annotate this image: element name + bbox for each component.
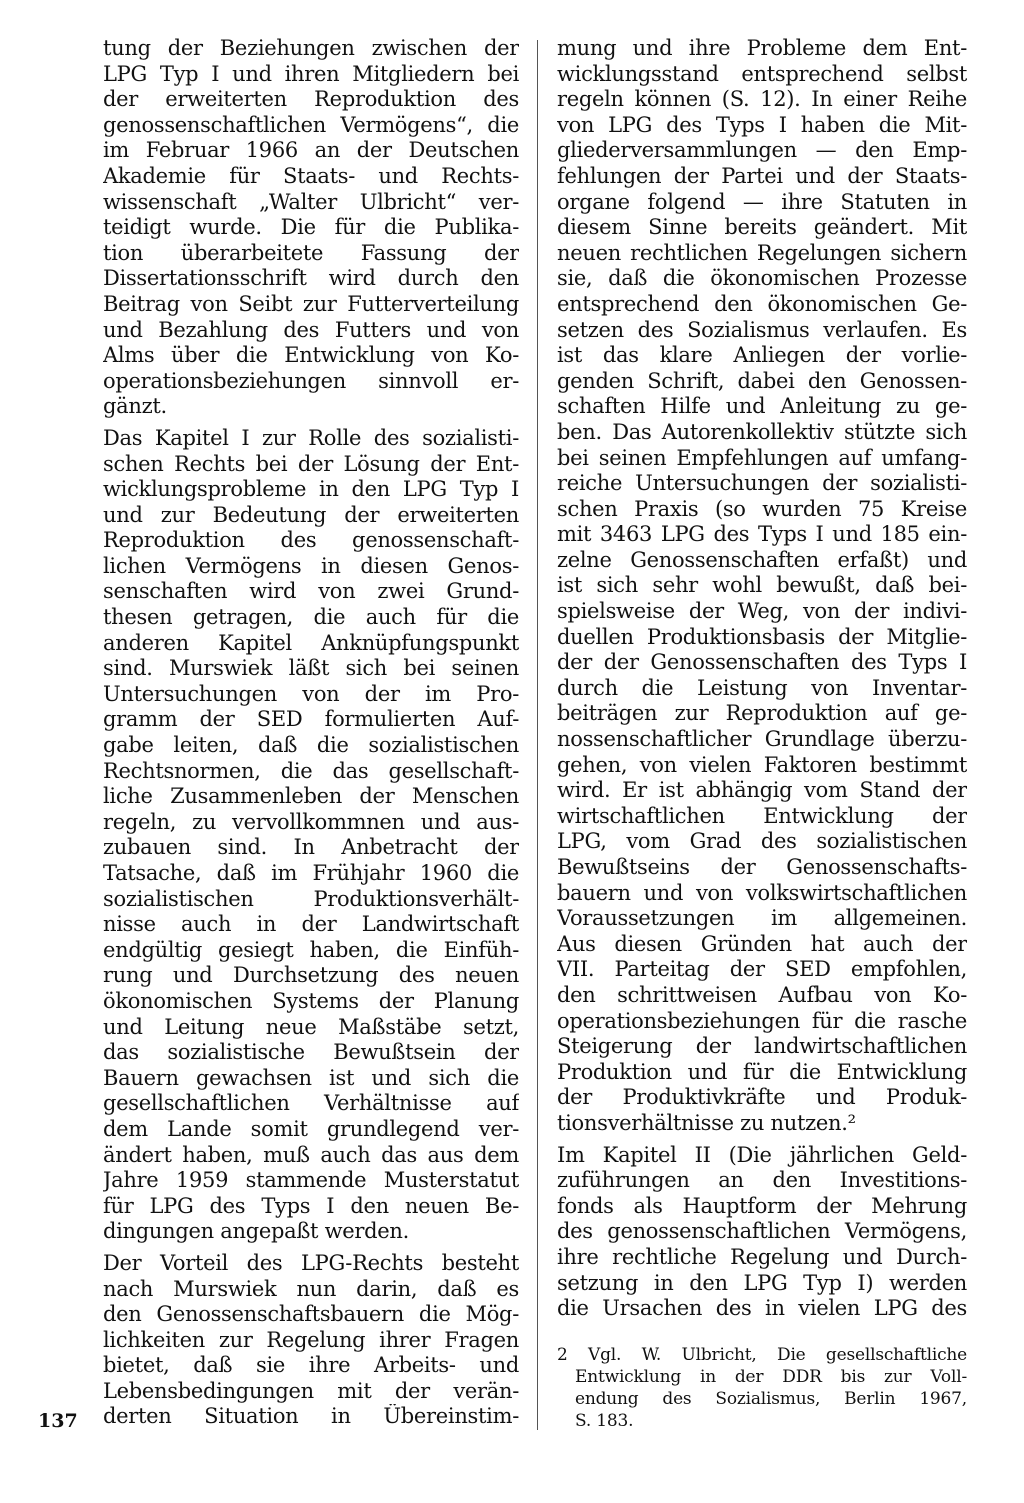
text-line: wicklungsprobleme in den LPG Typ I (103, 477, 519, 502)
text-line: lichen Vermögens in diesen Genos- (103, 553, 519, 578)
text-line: wird. Er ist abhängig vom Stand der (557, 778, 967, 803)
text-line: sie, daß die ökonomischen Prozesse (557, 266, 967, 291)
text-line: Bewußtseins der Genossenschafts- (557, 855, 967, 879)
text-line: ist das klare Anliegen der vorlie- (557, 343, 967, 368)
text-line: der der Genossenschaften des Typs I (557, 650, 967, 675)
text-line: zuführungen an den Investitions- (557, 1168, 967, 1193)
paragraph (557, 36, 967, 1137)
text-line: fehlungen der Partei und der Staats- (557, 163, 967, 188)
column-divider (537, 40, 538, 1430)
text-line: Reproduktion des genossenschaft- (103, 528, 519, 553)
text-line: Akademie für Staats- und Rechts- (103, 163, 519, 188)
text-line: Untersuchungen von der im Pro- (103, 681, 519, 706)
text-line: LPG, vom Grad des sozialistischen (557, 829, 967, 854)
text-line: Alms über die Entwicklung von Ko- (103, 343, 519, 368)
text-line: liche Zusammenleben der Menschen (103, 784, 519, 809)
text-line: Beitrag von Seibt zur Futterverteilung (103, 291, 519, 316)
right-text-column (557, 36, 967, 1322)
text-line: genossenschaftlichen Vermögens“, die (103, 112, 519, 137)
text-line: bietet, daß sie ihre Arbeits- und (103, 1353, 519, 1378)
text-line: Im Kapitel II (Die jährlichen Geld- (557, 1142, 967, 1167)
footnote-line: 2 Vgl. W. Ulbricht, Die gesellschaftliche (557, 1345, 967, 1365)
text-line: regeln können (S. 12). In einer Reihe (557, 87, 967, 112)
text-line: teidigt wurde. Die für die Publika- (103, 215, 519, 240)
footnote (557, 1344, 967, 1432)
text-line: Tatsache, daß im Frühjahr 1960 die (103, 861, 519, 885)
text-line: lichkeiten zur Regelung ihrer Fragen (103, 1327, 519, 1352)
text-line: ihre rechtliche Regelung und Durch- (557, 1244, 967, 1269)
text-line: Bauern gewachsen ist und sich die (103, 1065, 519, 1090)
text-line: mung und ihre Probleme dem Ent- (557, 36, 967, 60)
text-line: gesellschaftlichen Verhältnisse auf (103, 1091, 519, 1116)
text-line: gänzt. (103, 394, 167, 419)
text-line: wirtschaftlichen Entwicklung der (557, 803, 967, 828)
footnote-line: endung des Sozialismus, Berlin 1967, (575, 1389, 967, 1409)
text-line: endgültig gesiegt haben, die Einfüh- (103, 937, 519, 962)
text-line: derten Situation in Übereinstim- (103, 1404, 519, 1429)
text-line: dingungen angepaßt werden. (103, 1219, 409, 1244)
text-line: nach Murswiek nun darin, daß es (103, 1276, 519, 1301)
paragraph (103, 426, 519, 1245)
text-line: für LPG des Typs I den neuen Be- (103, 1193, 519, 1218)
paragraph (103, 1251, 519, 1430)
text-line: Der Vorteil des LPG-Rechts besteht (103, 1250, 519, 1275)
footnote-line: S. 183. (575, 1411, 634, 1431)
text-line: bei seinen Empfehlungen auf umfang- (557, 445, 967, 470)
text-line: schen Rechts bei der Lösung der Ent- (103, 451, 519, 476)
text-line: diesem Sinne bereits geändert. Mit (557, 215, 967, 240)
text-line: und Bezahlung des Futters und von (103, 317, 519, 342)
text-line: Produktion und für die Entwicklung (557, 1059, 967, 1084)
text-line: den schrittweisen Aufbau von Ko- (557, 982, 967, 1007)
text-line: LPG Typ I und ihren Mitgliedern bei (103, 61, 519, 86)
text-line: von LPG des Typs I haben die Mit- (557, 112, 967, 137)
text-line: sind. Murswiek läßt sich bei seinen (103, 656, 519, 681)
text-line: setzung in den LPG Typ I) werden (557, 1270, 967, 1295)
text-line: schaften Hilfe und Anleitung zu ge- (557, 394, 967, 419)
footnote-line: Entwicklung in der DDR bis zur Voll- (575, 1367, 967, 1387)
text-line: entsprechend den ökonomischen Ge- (557, 291, 967, 316)
text-line: im Februar 1966 an der Deutschen (103, 138, 519, 163)
text-line: operationsbeziehungen für die rasche (557, 1008, 967, 1033)
text-line: thesen getragen, die auch für die (103, 605, 519, 630)
page-number: 137 (38, 1410, 78, 1432)
text-line: dem Lande somit grundlegend ver- (103, 1116, 519, 1141)
text-line: ben. Das Autorenkollektiv stützte sich (557, 419, 967, 444)
text-line: gabe leiten, daß die sozialistischen (103, 733, 519, 758)
text-line: des genossenschaftlichen Vermögens, (557, 1219, 967, 1244)
text-line: nisse auch in der Landwirtschaft (103, 912, 519, 937)
text-line: sozialistischen Produktionsverhält- (103, 886, 519, 911)
text-line: Das Kapitel I zur Rolle des sozialisti- (103, 425, 519, 450)
text-line: organe folgend — ihre Statuten in (557, 189, 967, 214)
paragraph (557, 1143, 967, 1322)
text-line: zubauen sind. In Anbetracht der (103, 835, 519, 860)
text-line: den Genossenschaftsbauern die Mög- (103, 1302, 519, 1327)
text-line: fonds als Hauptform der Mehrung (557, 1193, 967, 1218)
text-line: setzen des Sozialismus verlaufen. Es (557, 317, 967, 342)
paragraph (103, 36, 519, 420)
text-line: ist sich sehr wohl bewußt, daß bei- (557, 573, 967, 598)
text-line: ändert haben, muß auch das aus dem (103, 1142, 519, 1167)
text-line: beiträgen zur Reproduktion auf ge- (557, 701, 967, 726)
text-line: wicklungsstand entsprechend selbst (557, 61, 967, 86)
text-line: Rechtsnormen, die das gesellschaft- (103, 758, 519, 783)
text-line: tion überarbeitete Fassung der (103, 240, 519, 265)
text-line: ökonomischen Systems der Planung (103, 988, 519, 1013)
text-line: tung der Beziehungen zwischen der (103, 36, 519, 60)
text-line: wissenschaft „Walter Ulbricht“ ver- (103, 189, 519, 214)
text-line: rung und Durchsetzung des neuen (103, 963, 519, 988)
left-text-column (103, 36, 519, 1430)
text-line: gehen, von vielen Faktoren bestimmt (557, 752, 967, 777)
text-line: genden Schrift, dabei den Genossen- (557, 368, 967, 393)
text-line: Jahre 1959 stammende Musterstatut (103, 1168, 519, 1193)
text-line: gramm der SED formulierten Auf- (103, 707, 519, 732)
text-line: neuen rechtlichen Regelungen sichern (557, 240, 967, 265)
text-line: reiche Untersuchungen der sozialisti- (557, 471, 967, 496)
text-line: Lebensbedingungen mit der verän- (103, 1378, 519, 1403)
text-line: anderen Kapitel Anknüpfungspunkt (103, 630, 519, 655)
text-line: spielsweise der Weg, von der indivi- (557, 599, 967, 624)
text-line: regeln, zu vervollkommnen und aus- (103, 809, 519, 834)
text-line: Steigerung der landwirtschaftlichen (557, 1034, 967, 1059)
text-line: VII. Parteitag der SED empfohlen, (557, 957, 967, 982)
text-line: Voraussetzungen im allgemeinen. (557, 906, 967, 931)
text-line: durch die Leistung von Inventar- (557, 675, 967, 700)
text-line: mit 3463 LPG des Typs I und 185 ein- (557, 522, 967, 547)
text-line: Aus diesen Gründen hat auch der (557, 931, 967, 956)
text-line: Dissertationsschrift wird durch den (103, 266, 519, 291)
text-line: der erweiterten Reproduktion des (103, 87, 519, 112)
text-line: tionsverhältnisse zu nutzen.² (557, 1110, 856, 1135)
text-line: duellen Produktionsbasis der Mitglie- (557, 624, 967, 649)
text-line: und zur Bedeutung der erweiterten (103, 502, 519, 527)
text-line: zelne Genossenschaften erfaßt) und (557, 547, 967, 572)
text-line: der Produktivkräfte und Produk- (557, 1085, 967, 1110)
text-line: schen Praxis (so wurden 75 Kreise (557, 496, 967, 521)
text-line: gliederversammlungen — den Emp- (557, 138, 967, 163)
text-line: senschaften wird von zwei Grund- (103, 579, 519, 604)
text-line: bauern und von volkswirtschaftlichen (557, 880, 967, 905)
text-line: die Ursachen des in vielen LPG des (557, 1296, 967, 1321)
text-line: das sozialistische Bewußtsein der (103, 1040, 519, 1065)
text-line: operationsbeziehungen sinnvoll er- (103, 368, 519, 393)
text-line: nossenschaftlicher Grundlage überzu- (557, 727, 967, 752)
text-line: und Leitung neue Maßstäbe setzt, (103, 1014, 519, 1039)
